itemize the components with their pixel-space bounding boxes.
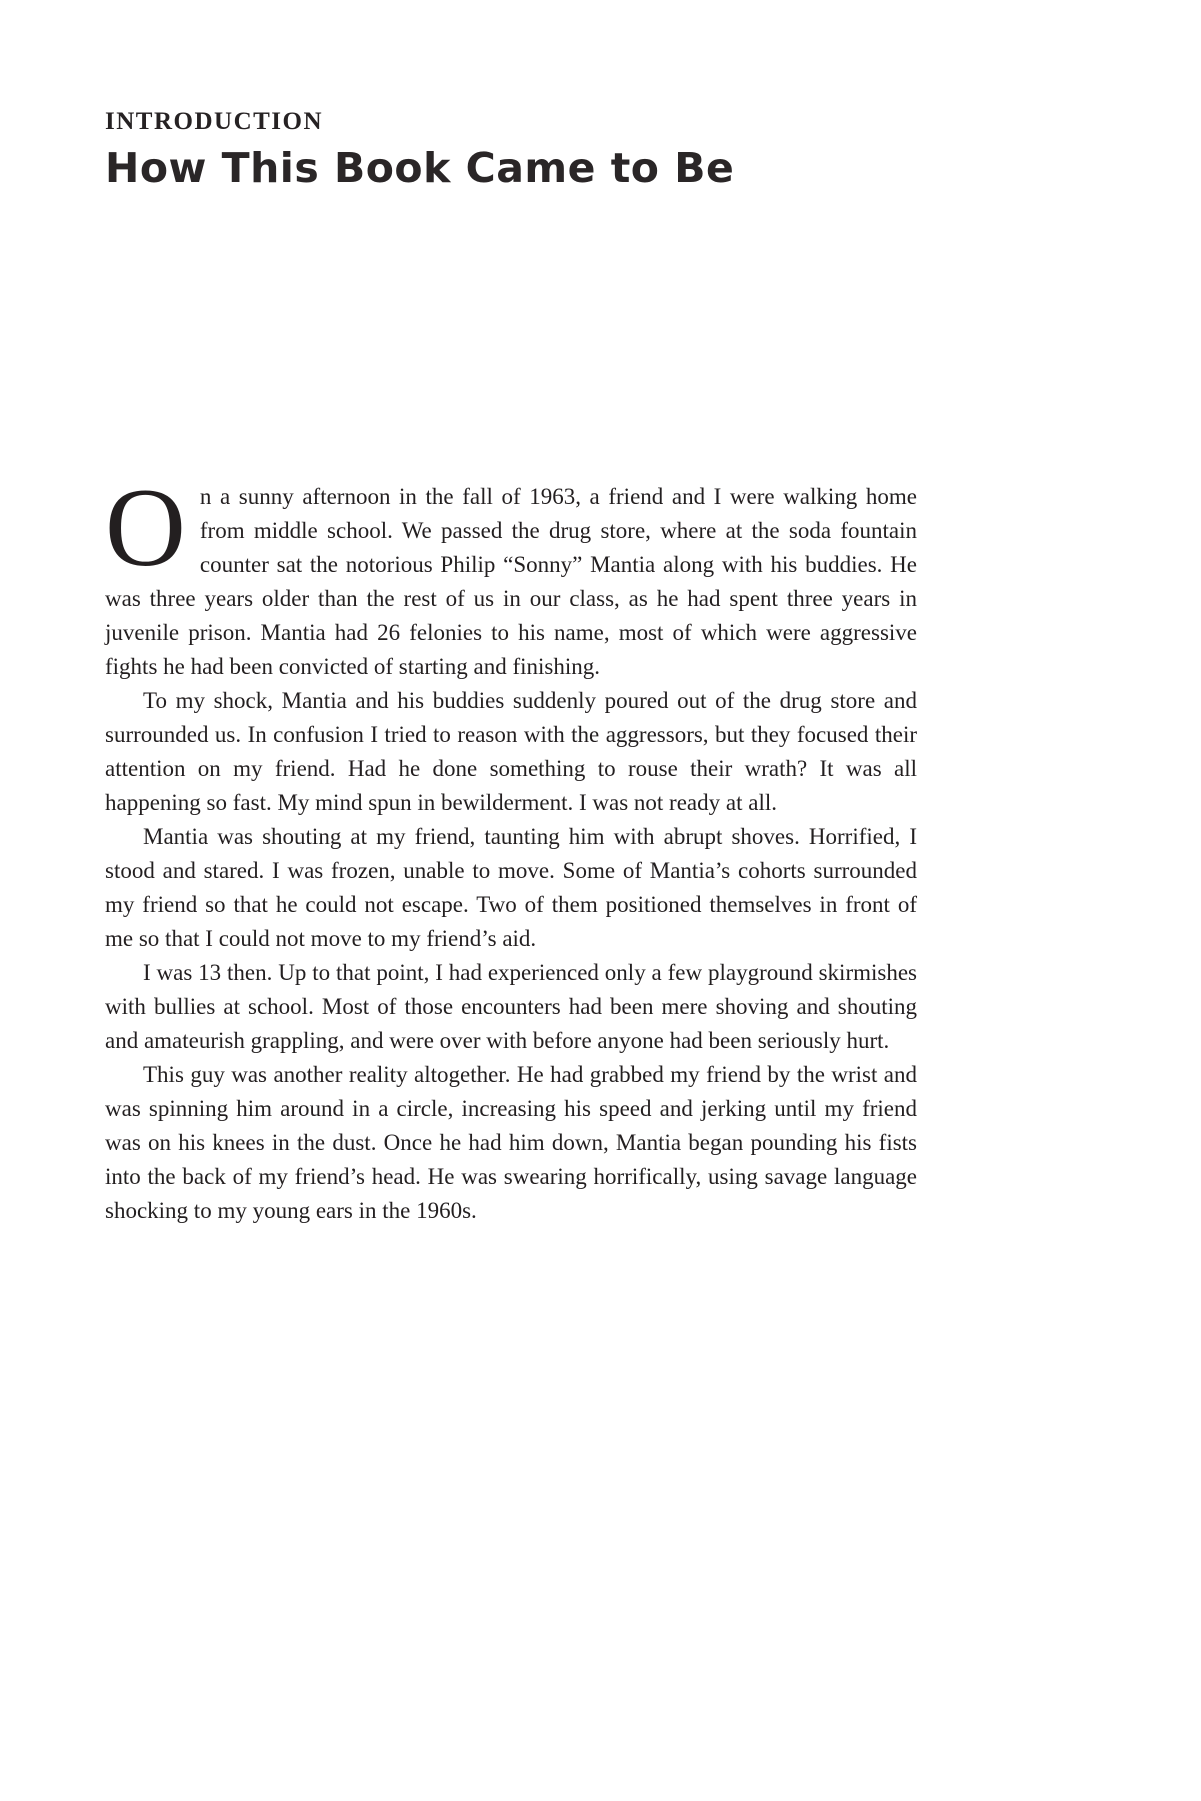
chapter-header [105,108,917,192]
kicker: INTRODUCTION [105,108,324,135]
paragraph: Mantia was shouting at my friend, taunting him with abrupt shoves. Horrified, I stood and stared. I was frozen, unable to move. Some of Mantia’s cohorts surrounded my friend so that he could not escape. Two of them positioned themselves in front of me so that I could not move to my friend’s aid. [105,824,917,951]
chapter-title: How This Book Came to Be [105,144,735,192]
paragraph-text: n a sunny afternoon in the fall of 1963, a friend and I were walking home from middle school. We passed the drug store, where at the soda fountain counter sat the notorious Philip “Sonny” Mantia along with his buddies. He was three years older than the rest of us in our class, as he had spent three years in juvenile prison. Mantia had 26 felonies to his name, most of which were aggressive fights he had been convicted of starting and finishing. [105,484,917,679]
paragraph: This guy was another reality altogether. He had grabbed my friend by the wrist and was spinning him around in a circle, increasing his speed and jerking until my friend was on his knees in the dust. Once he had him down, Mantia began pounding his fists into the back of my friend’s head. He was swearing horrifically, using savage language shocking to my young ears in the 1960s. [105,1062,917,1223]
paragraph: To my shock, Mantia and his buddies suddenly poured out of the drug store and surrounded us. In confusion I tried to reason with the aggressors, but they focused their attention on my friend. Had he done something to rouse their wrath? It was all happening so fast. My mind spun in bewilderment. I was not ready at all. [105,688,917,815]
body-text [105,466,917,1228]
paragraph: I was 13 then. Up to that point, I had experienced only a few playground skirmishes with bullies at school. Most of those encounters had been mere shoving and shouting and amateurish grappling, and were over with before anyone had been seriously hurt. [105,960,917,1053]
drop-cap: O [105,466,186,590]
paragraph-first [105,466,917,684]
